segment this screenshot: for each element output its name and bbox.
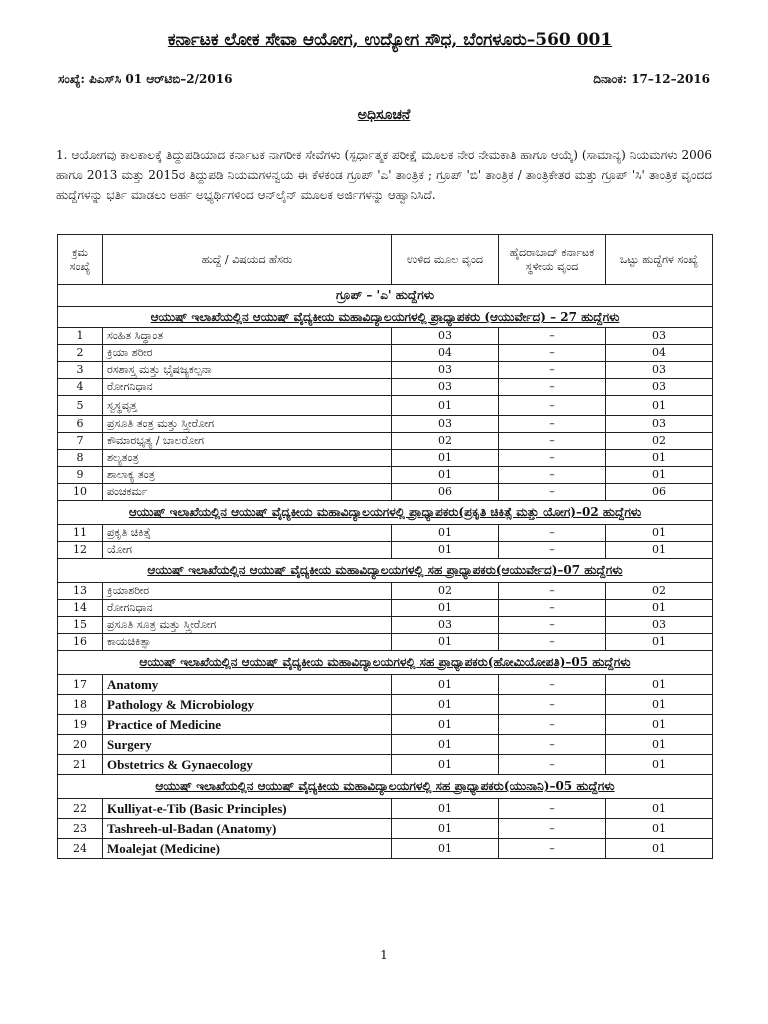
cell-remaining: 01	[392, 675, 499, 695]
table-row	[58, 345, 713, 362]
cell-post-name: ಕ್ರಿಯಾ ಶರೀರ	[103, 345, 392, 362]
cell-sl: 4	[58, 379, 103, 396]
cell-post-name: ರೋಗನಿಧಾನ	[103, 600, 392, 617]
cell-hk: –	[499, 819, 606, 839]
cell-sl: 9	[58, 467, 103, 484]
cell-remaining: 01	[392, 542, 499, 559]
cell-total: 03	[606, 416, 713, 433]
section-title: ಆಯುಷ್ ಇಲಾಖೆಯಲ್ಲಿನ ಆಯುಷ್ ವೈದ್ಯಕೀಯ ಮಹಾವಿದ್ಯಾಲಯಗಳಲ್ಲಿ ಸಹ ಪ್ರಾಧ್ಯಾಪಕರು(ಹೋಮಿಯೋಪತಿ)–05 ಹುದ್ದೆಗಳು	[58, 651, 713, 675]
cell-remaining: 01	[392, 799, 499, 819]
cell-hk: –	[499, 617, 606, 634]
cell-post-name: ಶಾಲಾಕ್ಯ ತಂತ್ರ	[103, 467, 392, 484]
table-row	[58, 799, 713, 819]
table-row	[58, 634, 713, 651]
cell-hk: –	[499, 675, 606, 695]
section-row	[58, 501, 713, 525]
cell-sl: 5	[58, 396, 103, 416]
cell-sl: 15	[58, 617, 103, 634]
cell-remaining: 03	[392, 328, 499, 345]
cell-sl: 20	[58, 735, 103, 755]
cell-post-name: Pathology & Microbiology	[103, 695, 392, 715]
cell-sl: 7	[58, 433, 103, 450]
cell-post-name: Moalejat (Medicine)	[103, 839, 392, 859]
cell-remaining: 04	[392, 345, 499, 362]
table-header-row	[58, 235, 713, 285]
document-date: ದಿನಾಂಕ: 17–12–2016	[593, 72, 710, 86]
cell-total: 03	[606, 379, 713, 396]
cell-total: 01	[606, 695, 713, 715]
table-row	[58, 715, 713, 735]
cell-sl: 6	[58, 416, 103, 433]
cell-sl: 24	[58, 839, 103, 859]
section-title: ಆಯುಷ್ ಇಲಾಖೆಯಲ್ಲಿನ ಆಯುಷ್ ವೈದ್ಯಕೀಯ ಮಹಾವಿದ್ಯಾಲಯಗಳಲ್ಲಿ ಸಹ ಪ್ರಾಧ್ಯಾಪಕರು(ಯುನಾನಿ)–05 ಹುದ್ದೆಗಳು	[58, 775, 713, 799]
cell-total: 01	[606, 675, 713, 695]
cell-total: 03	[606, 328, 713, 345]
cell-sl: 12	[58, 542, 103, 559]
table-row	[58, 819, 713, 839]
section-row	[58, 559, 713, 583]
section-row	[58, 775, 713, 799]
table-row	[58, 735, 713, 755]
header-remaining: ಉಳಿದ ಮೂಲ ವೃಂದ	[392, 235, 499, 285]
table-row	[58, 328, 713, 345]
header-hk: ಹೈದರಾಬಾದ್ ಕರ್ನಾಟಕ ಸ್ಥಳೀಯ ವೃಂದ	[499, 235, 606, 285]
cell-sl: 10	[58, 484, 103, 501]
cell-sl: 8	[58, 450, 103, 467]
table-row	[58, 755, 713, 775]
cell-sl: 2	[58, 345, 103, 362]
table-row	[58, 600, 713, 617]
page-title: ಕರ್ನಾಟಕ ಲೋಕ ಸೇವಾ ಆಯೋಗ, ಉದ್ಯೋಗ ಸೌಧ, ಬೆಂಗಳೂರು–560 001	[167, 30, 613, 50]
cell-hk: –	[499, 735, 606, 755]
cell-remaining: 06	[392, 484, 499, 501]
section-row	[58, 651, 713, 675]
header-total: ಒಟ್ಟು ಹುದ್ದೆಗಳ ಸಂಖ್ಯೆ	[606, 235, 713, 285]
cell-total: 02	[606, 433, 713, 450]
cell-sl: 11	[58, 525, 103, 542]
cell-post-name: ಯೋಗ	[103, 542, 392, 559]
cell-remaining: 01	[392, 819, 499, 839]
cell-total: 01	[606, 450, 713, 467]
cell-post-name: ಪಂಚಕರ್ಮ	[103, 484, 392, 501]
cell-sl: 21	[58, 755, 103, 775]
cell-total: 01	[606, 715, 713, 735]
cell-remaining: 02	[392, 583, 499, 600]
cell-remaining: 01	[392, 396, 499, 416]
cell-post-name: ಸ್ವಸ್ಥವೃತ್ತ	[103, 396, 392, 416]
section-title: ಆಯುಷ್ ಇಲಾಖೆಯಲ್ಲಿನ ಆಯುಷ್ ವೈದ್ಯಕೀಯ ಮಹಾವಿದ್ಯಾಲಯಗಳಲ್ಲಿ ಸಹ ಪ್ರಾಧ್ಯಾಪಕರು(ಆಯುರ್ವೇದ)–07 ಹುದ್ದೆಗಳು	[58, 559, 713, 583]
cell-hk: –	[499, 695, 606, 715]
cell-post-name: ಕೌಮಾರಭೃತ್ಯ / ಬಾಲರೋಗ	[103, 433, 392, 450]
cell-hk: –	[499, 484, 606, 501]
cell-total: 02	[606, 583, 713, 600]
cell-post-name: Kulliyat-e-Tib (Basic Principles)	[103, 799, 392, 819]
cell-hk: –	[499, 799, 606, 819]
cell-hk: –	[499, 583, 606, 600]
table-row	[58, 525, 713, 542]
section-row	[58, 307, 713, 328]
cell-remaining: 01	[392, 755, 499, 775]
cell-hk: –	[499, 839, 606, 859]
cell-total: 01	[606, 600, 713, 617]
cell-remaining: 01	[392, 467, 499, 484]
group-a-label: ಗ್ರೂಪ್ – 'ಎ' ಹುದ್ದೆಗಳು	[58, 285, 713, 307]
cell-hk: –	[499, 379, 606, 396]
table-row	[58, 433, 713, 450]
cell-total: 01	[606, 634, 713, 651]
cell-total: 01	[606, 755, 713, 775]
reference-number: ಸಂಖ್ಯೆ: ಪಿಎಸ್‌ಸಿ 01 ಆರ್‌ಟಿಬಿ–2/2016	[58, 72, 233, 86]
table-row	[58, 695, 713, 715]
table-row	[58, 467, 713, 484]
section-title: ಆಯುಷ್ ಇಲಾಖೆಯಲ್ಲಿನ ಆಯುಷ್ ವೈದ್ಯಕೀಯ ಮಹಾವಿದ್ಯಾಲಯಗಳಲ್ಲಿ ಪ್ರಾಧ್ಯಾಪಕರು(ಪ್ರಕೃತಿ ಚಿಕಿತ್ಸೆ ಮತ್ತು ಯೋಗ)–02 ಹುದ್ದೆಗಳು	[58, 501, 713, 525]
cell-sl: 17	[58, 675, 103, 695]
cell-remaining: 01	[392, 600, 499, 617]
cell-hk: –	[499, 328, 606, 345]
table-row	[58, 396, 713, 416]
table-row	[58, 675, 713, 695]
cell-hk: –	[499, 433, 606, 450]
cell-post-name: ಶಲ್ಯತಂತ್ರ	[103, 450, 392, 467]
header-name: ಹುದ್ದೆ / ವಿಷಯದ ಹೆಸರು	[103, 235, 392, 285]
cell-remaining: 01	[392, 634, 499, 651]
cell-total: 01	[606, 467, 713, 484]
cell-total: 04	[606, 345, 713, 362]
cell-post-name: Tashreeh-ul-Badan (Anatomy)	[103, 819, 392, 839]
cell-post-name: ಪ್ರಸೂತಿ ತಂತ್ರ ಮತ್ತು ಸ್ತ್ರೀರೋಗ	[103, 416, 392, 433]
cell-total: 01	[606, 542, 713, 559]
cell-post-name: ರೋಗನಿಧಾನ	[103, 379, 392, 396]
cell-post-name: ರಸಶಾಸ್ತ್ರ ಮತ್ತು ಭೈಷಜ್ಯಕಲ್ಪನಾ	[103, 362, 392, 379]
cell-post-name: ಪ್ರಸೂತಿ ಸೂತ್ರ ಮತ್ತು ಸ್ತ್ರೀರೋಗ	[103, 617, 392, 634]
group-a-row	[58, 285, 713, 307]
cell-sl: 14	[58, 600, 103, 617]
table-row	[58, 362, 713, 379]
cell-remaining: 03	[392, 416, 499, 433]
cell-hk: –	[499, 525, 606, 542]
cell-total: 03	[606, 617, 713, 634]
table-row	[58, 416, 713, 433]
cell-post-name: ಸಂಹಿತ ಸಿದ್ಧಾಂತ	[103, 328, 392, 345]
cell-total: 01	[606, 819, 713, 839]
cell-remaining: 03	[392, 362, 499, 379]
cell-hk: –	[499, 396, 606, 416]
cell-hk: –	[499, 715, 606, 735]
cell-sl: 19	[58, 715, 103, 735]
cell-post-name: Surgery	[103, 735, 392, 755]
cell-sl: 13	[58, 583, 103, 600]
table-row	[58, 450, 713, 467]
table-body	[58, 285, 713, 859]
cell-post-name: ಪ್ರಕೃತಿ ಚಿಕಿತ್ಸೆ	[103, 525, 392, 542]
cell-hk: –	[499, 542, 606, 559]
cell-remaining: 03	[392, 379, 499, 396]
cell-total: 01	[606, 799, 713, 819]
intro-paragraph: 1. ಆಯೋಗವು ಕಾಲಕಾಲಕ್ಕೆ ತಿದ್ದುಪಡಿಯಾದ ಕರ್ನಾಟಕ ನಾಗರೀಕ ಸೇವೆಗಳು (ಸ್ಪರ್ಧಾತ್ಮಕ ಪರೀಕ್ಷೆ ಮೂಲಕ ನೇರ ನೇಮಕಾತಿ ಹಾಗೂ ಆಯ್ಕೆ) (ಸಾಮಾನ್ಯ) ನಿಯಮಗಳು 2006 ಹಾಗೂ 2013 ಮತ್ತು 2015ರ ತಿದ್ದುಪಡಿ ನಿಯಮಗಳನ್ವಯ ಈ ಕೆಳಕಂಡ ಗ್ರೂಪ್ 'ಎ' ತಾಂತ್ರಿಕ ; ಗ್ರೂಪ್ 'ಬಿ' ತಾಂತ್ರಿಕ / ತಾಂತ್ರಿಕೇತರ ಮತ್ತು ಗ್ರೂಪ್ 'ಸಿ' ತಾಂತ್ರಿಕ ವೃಂದದ ಹುದ್ದೆಗಳನ್ನು ಭರ್ತಿ ಮಾಡಲು ಅರ್ಹ ಅಭ್ಯರ್ಥಿಗಳಿಂದ ಆನ್‌ಲೈನ್ ಮೂಲಕ ಅರ್ಜಿಗಳನ್ನು ಆಹ್ವಾನಿಸಿದೆ.	[56, 148, 712, 202]
cell-hk: –	[499, 467, 606, 484]
notification-heading: ಅಧಿಸೂಚನೆ	[357, 107, 411, 123]
table-row	[58, 583, 713, 600]
table-row	[58, 617, 713, 634]
cell-total: 03	[606, 362, 713, 379]
table-row	[58, 484, 713, 501]
cell-remaining: 01	[392, 450, 499, 467]
cell-remaining: 01	[392, 715, 499, 735]
cell-total: 01	[606, 839, 713, 859]
cell-sl: 23	[58, 819, 103, 839]
cell-sl: 18	[58, 695, 103, 715]
header-sl: ಕ್ರಮ ಸಂಖ್ಯೆ	[58, 235, 103, 285]
cell-total: 01	[606, 525, 713, 542]
cell-sl: 3	[58, 362, 103, 379]
cell-remaining: 02	[392, 433, 499, 450]
cell-sl: 16	[58, 634, 103, 651]
cell-total: 01	[606, 735, 713, 755]
posts-table	[57, 234, 713, 859]
cell-post-name: Obstetrics & Gynaecology	[103, 755, 392, 775]
cell-remaining: 01	[392, 735, 499, 755]
table-row	[58, 379, 713, 396]
cell-post-name: Practice of Medicine	[103, 715, 392, 735]
cell-sl: 22	[58, 799, 103, 819]
cell-hk: –	[499, 345, 606, 362]
cell-post-name: ಕಾಯಚಿಕಿತ್ಸಾ	[103, 634, 392, 651]
cell-post-name: ಕ್ರಿಯಾಶರೀರ	[103, 583, 392, 600]
table-row	[58, 542, 713, 559]
cell-hk: –	[499, 362, 606, 379]
cell-hk: –	[499, 450, 606, 467]
cell-remaining: 01	[392, 695, 499, 715]
cell-remaining: 03	[392, 617, 499, 634]
table-row	[58, 839, 713, 859]
cell-hk: –	[499, 600, 606, 617]
cell-hk: –	[499, 755, 606, 775]
cell-remaining: 01	[392, 525, 499, 542]
cell-remaining: 01	[392, 839, 499, 859]
cell-hk: –	[499, 416, 606, 433]
cell-total: 01	[606, 396, 713, 416]
cell-sl: 1	[58, 328, 103, 345]
cell-post-name: Anatomy	[103, 675, 392, 695]
section-title: ಆಯುಷ್ ಇಲಾಖೆಯಲ್ಲಿನ ಆಯುಷ್ ವೈದ್ಯಕೀಯ ಮಹಾವಿದ್ಯಾಲಯಗಳಲ್ಲಿ ಪ್ರಾಧ್ಯಾಪಕರು (ಆಯುರ್ವೇದ) – 27 ಹುದ್ದೆಗಳು	[58, 307, 713, 328]
cell-hk: –	[499, 634, 606, 651]
cell-total: 06	[606, 484, 713, 501]
page-number: 1	[380, 948, 388, 962]
